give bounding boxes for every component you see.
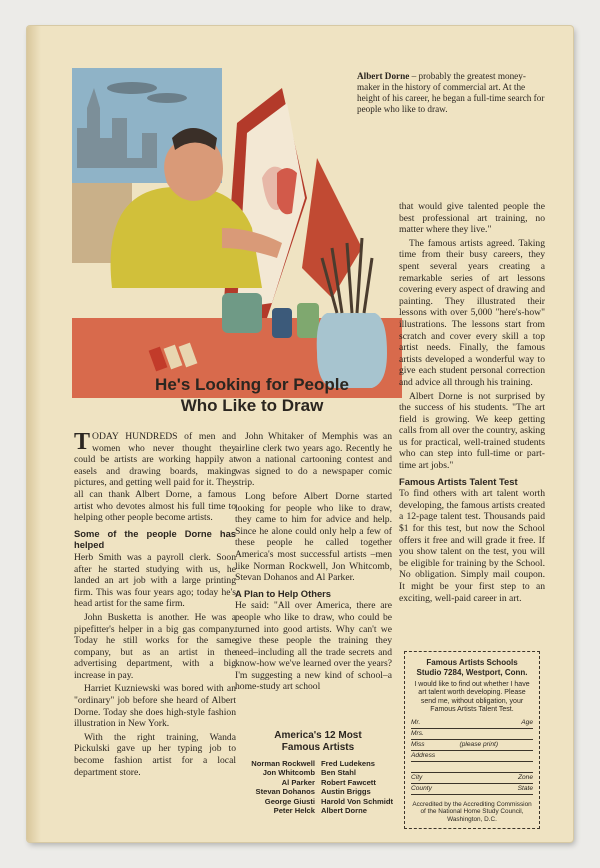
paragraph: John Whitaker of Memphis was an airline clerk two years ago. Recently he won a national cartooning contest and was signed to do a newspaper comic strip. bbox=[235, 431, 392, 489]
headline-line-2: Who Like to Draw bbox=[180, 396, 324, 415]
section-heading: Some of the people Dorne has helped bbox=[74, 527, 236, 551]
artist-illustration bbox=[72, 68, 402, 398]
address-field-2[interactable] bbox=[411, 762, 533, 773]
section-heading: Famous Artists Talent Test bbox=[399, 475, 518, 487]
miss-label: Miss bbox=[411, 740, 425, 748]
address-label: Address bbox=[411, 751, 436, 759]
paragraph: that would give talented people the best professional art training, no matter where they live." bbox=[399, 201, 545, 236]
paragraph: With the right training, Wanda Pickulski gave up her typing job to become fashion artist for a local department store. bbox=[74, 731, 236, 778]
name-field-3[interactable] bbox=[411, 740, 533, 751]
coupon-school-name: Famous Artists Schools bbox=[426, 658, 518, 667]
artist-name: Peter Helck bbox=[273, 806, 315, 816]
article-column-2 bbox=[235, 431, 392, 695]
zone-label: Zone bbox=[517, 773, 533, 781]
mail-coupon bbox=[404, 651, 540, 829]
illustration-caption bbox=[357, 71, 547, 115]
name-field-2[interactable] bbox=[411, 729, 533, 740]
article-column-1 bbox=[74, 431, 236, 780]
paragraph: Harriet Kuzniewski was bored with an "ordinary" job before she heard of Albert Dorne. Today she does high-style fashion illustration in New York. bbox=[74, 683, 236, 730]
address-field[interactable] bbox=[411, 751, 533, 762]
city-field[interactable] bbox=[411, 773, 533, 784]
paragraph: Herb Smith was a payroll clerk. Soon after he started studying with us, he landed an art job with a large printing firm. This was four years ago; today he's head artist for the same firm. bbox=[74, 551, 236, 610]
accreditation-note: Accredited by the Accrediting Commission of the National Home Study Council, Washington, D.C. bbox=[412, 800, 532, 823]
paragraph: The famous artists agreed. Taking time from their busy careers, they spent several years creating a remarkable series of art lessons covering every aspect of drawing and painting. They illustrated their lessons with over 5,000 "here's-how" illustrations. The lessons start from scratch and cover every skill a top artist needs. Finally, the famous artists developed a wonderful way to give each student personal correction and advice all through his training. bbox=[399, 237, 545, 388]
magazine-page bbox=[27, 26, 573, 842]
artist-name: Harold Von Schmidt bbox=[321, 796, 394, 806]
artist-name: Fred Ludekens bbox=[321, 759, 376, 768]
caption-text: – probably the greatest money-maker in the history of commercial art. At the height of his career, he began a full-time search for people who like to draw. bbox=[357, 71, 545, 114]
caption-name: Albert Dorne bbox=[357, 71, 410, 81]
county-field[interactable] bbox=[411, 784, 533, 795]
city-label: City bbox=[411, 773, 423, 781]
artist-name: Stevan Dohanos bbox=[255, 787, 315, 797]
section-heading: A Plan to Help Others bbox=[235, 587, 332, 599]
state-label: State bbox=[517, 784, 533, 792]
mrs-label: Mrs. bbox=[411, 729, 424, 737]
artist-name: Albert Dorne bbox=[321, 806, 367, 816]
paragraph-text: ODAY HUNDREDS of men and women who never thought they could be artists are working happily at easels and drawing boards, making pictures, and getting well paid for it. They all can thank Albert Dorne, a famous artist who devotes almost his full time to helping other people become artists. bbox=[74, 431, 236, 524]
paragraph: He said: "All over America, there are people who like to draw, who could be turned into good artists. Why can't we give these people the training they need–including all the trade secrets and know-how we've learned over the years? I'm suggesting a new kind of school–a home-study art school bbox=[235, 600, 392, 693]
artist-name: Robert Fawcett bbox=[321, 777, 376, 787]
paragraph: Albert Dorne is not surprised by the success of his students. "The art field is growing. We keep getting calls from all over the country, asking us for practical, well-trained students who can step into full-time or part-time art jobs." bbox=[399, 390, 545, 472]
coupon-form bbox=[411, 718, 533, 795]
headline-line-1: He's Looking for People bbox=[155, 375, 349, 394]
paragraph: To find others with art talent worth developing, the famous artists created a 12-page talent test. Thousands paid $1 for this test, but now the School offers it free and will grade it free. If you show talent on the test, you will be eligible for training by the School. No obligation. Simply mail coupon. It might be your first step to an exciting, well-paid career in art. bbox=[399, 488, 545, 604]
artists-title-2: Famous Artists bbox=[281, 742, 355, 753]
page-title bbox=[87, 374, 417, 416]
artist-name: Ben Stahl bbox=[321, 768, 357, 778]
artist-name: George Giusti bbox=[264, 796, 315, 806]
famous-artists-box bbox=[233, 730, 403, 815]
paragraph: Long before Albert Dorne started looking for people who like to draw, they came to him for advice and help. Since he alone could only help a few of these people he called together America's most successful artists –men like Norman Rockwell, Jon Whitcomb, Stevan Dohanos and Al Parker. bbox=[235, 490, 392, 584]
coupon-body: I would like to find out whether I have art talent worth developing. Please send me, without obligation, your Famous Artists Talent Test. bbox=[414, 681, 530, 714]
mr-label: Mr. bbox=[411, 718, 421, 726]
artist-name: Norman Rockwell bbox=[251, 759, 315, 768]
coupon-address: Studio 7284, Westport, Conn. bbox=[416, 668, 528, 677]
print-note: (please print) bbox=[459, 740, 499, 748]
name-field[interactable] bbox=[411, 718, 533, 729]
artists-list bbox=[233, 759, 403, 815]
artist-name: Austin Briggs bbox=[321, 787, 371, 797]
drop-cap: T bbox=[74, 429, 91, 455]
article-column-3 bbox=[399, 201, 545, 606]
artists-title-1: America's 12 Most bbox=[274, 730, 362, 741]
age-label: Age bbox=[521, 718, 533, 726]
paragraph bbox=[74, 431, 236, 524]
county-label: County bbox=[411, 784, 432, 792]
artist-name: Al Parker bbox=[281, 777, 315, 787]
artist-name: Jon Whitcomb bbox=[262, 768, 315, 778]
paragraph: John Busketta is another. He was a pipefitter's helper in a big gas company. Today he still works for the same company, but as an artist in the advertising department, with a big increase in pay. bbox=[74, 611, 236, 681]
